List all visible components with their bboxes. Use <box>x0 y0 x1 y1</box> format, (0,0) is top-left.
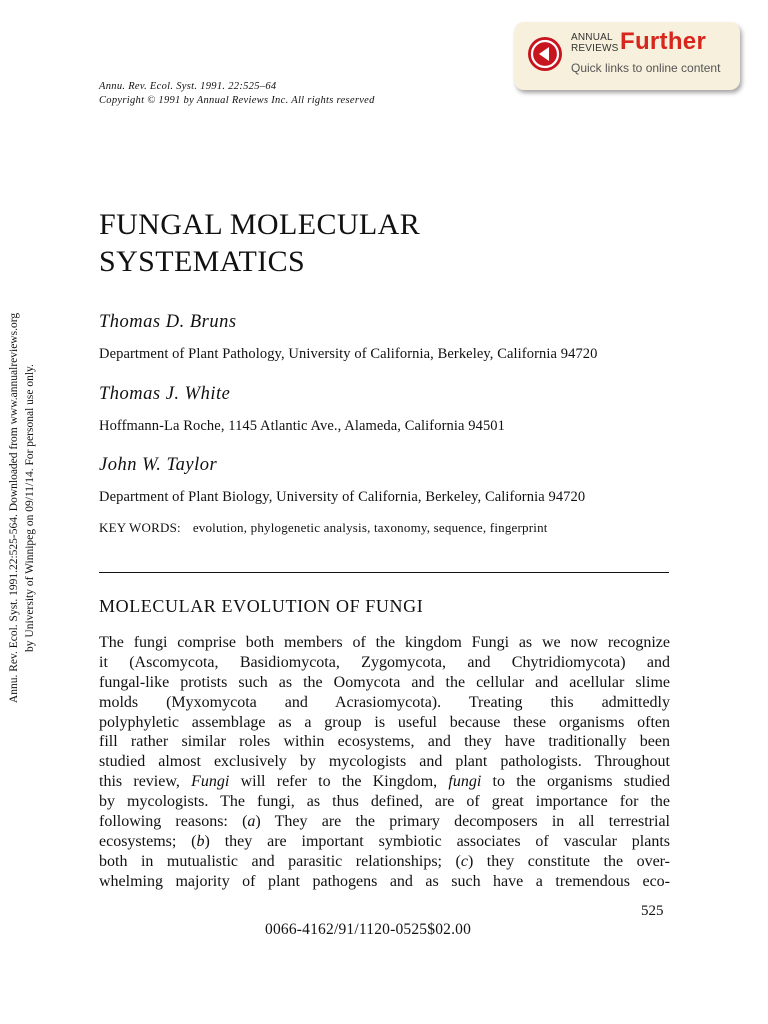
body-line: by mycologists. The fungi, as thus defined, are of great importance for the <box>99 793 670 811</box>
body-line: fungal-like protists such as the Oomycota and the cellular and acellular slime <box>99 673 670 691</box>
body-line: both in mutualistic and parasitic relationships; (c) they constitute the over- <box>99 852 670 870</box>
body-line: it (Ascomycota, Basidiomycota, Zygomycota, and Chytridiomycota) and <box>99 653 670 671</box>
journal-citation <box>99 80 375 108</box>
section-divider <box>99 572 669 573</box>
section-heading: MOLECULAR EVOLUTION OF FUNGI <box>99 596 424 616</box>
author-name: Thomas J. White <box>99 384 231 404</box>
download-notice-line-2: by University of Winnipeg on 09/11/14. For personal use only. <box>24 364 36 652</box>
further-tagline: Quick links to online content <box>571 61 721 75</box>
body-line: studied almost exclusively by mycologists and plant pathologists. Throughout <box>99 753 670 771</box>
author-affiliation: Department of Plant Pathology, University of California, Berkeley, California 94720 <box>99 346 598 362</box>
author-name: Thomas D. Bruns <box>99 312 237 332</box>
body-line: polyphyletic assemblage as a group is useful because these organisms often <box>99 713 670 731</box>
body-line: The fungi comprise both members of the kingdom Fungi as we now recognize <box>99 634 670 651</box>
download-notice-vertical <box>6 278 42 738</box>
download-notice-line-1: Annu. Rev. Ecol. Syst. 1991.22:525-564. Downloaded from www.annualreviews.org <box>8 312 20 704</box>
brand-line-1: ANNUAL <box>571 32 613 43</box>
body-paragraph <box>99 633 670 892</box>
copyright-line: Copyright © 1991 by Annual Reviews Inc. All rights reserved <box>99 95 375 106</box>
annual-reviews-further-badge[interactable] <box>514 22 740 90</box>
citation-line-1: Annu. Rev. Ecol. Syst. 1991. 22:525–64 <box>99 81 277 92</box>
body-line: following reasons: (a) They are the primary decomposers in all terrestrial <box>99 813 670 831</box>
issn-price-code: 0066-4162/91/1120-0525$02.00 <box>265 921 472 938</box>
title-line-2: SYSTEMATICS <box>99 245 306 278</box>
annual-reviews-logo-text <box>571 32 621 54</box>
keywords <box>99 520 548 536</box>
author-affiliation: Hoffmann-La Roche, 1145 Atlantic Ave., Alameda, California 94501 <box>99 418 505 434</box>
article-title <box>99 206 420 280</box>
brand-line-2: REVIEWS <box>571 43 619 54</box>
body-line: whelming majority of plant pathogens and as such have a tremendous eco- <box>99 872 670 890</box>
body-line: molds (Myxomycota and Acrasiomycota). Treating this admittedly <box>99 693 670 711</box>
body-line: fill rather similar roles within ecosystems, and they have traditionally been <box>99 733 670 751</box>
title-line-1: FUNGAL MOLECULAR <box>99 208 421 241</box>
page-number: 525 <box>641 903 664 919</box>
play-left-arrow-icon <box>528 37 562 71</box>
body-line: ecosystems; (b) they are important symbiotic associates of vascular plants <box>99 832 670 850</box>
keywords-values: evolution, phylogenetic analysis, taxonomy, sequence, fingerprint <box>192 520 548 535</box>
author-affiliation: Department of Plant Biology, University of California, Berkeley, California 94720 <box>99 489 586 505</box>
keywords-label: KEY WORDS: <box>99 520 181 535</box>
further-label: Further <box>620 28 707 55</box>
author-name: John W. Taylor <box>99 455 218 475</box>
body-line: this review, Fungi will refer to the Kingdom, fungi to the organisms studied <box>99 773 670 791</box>
